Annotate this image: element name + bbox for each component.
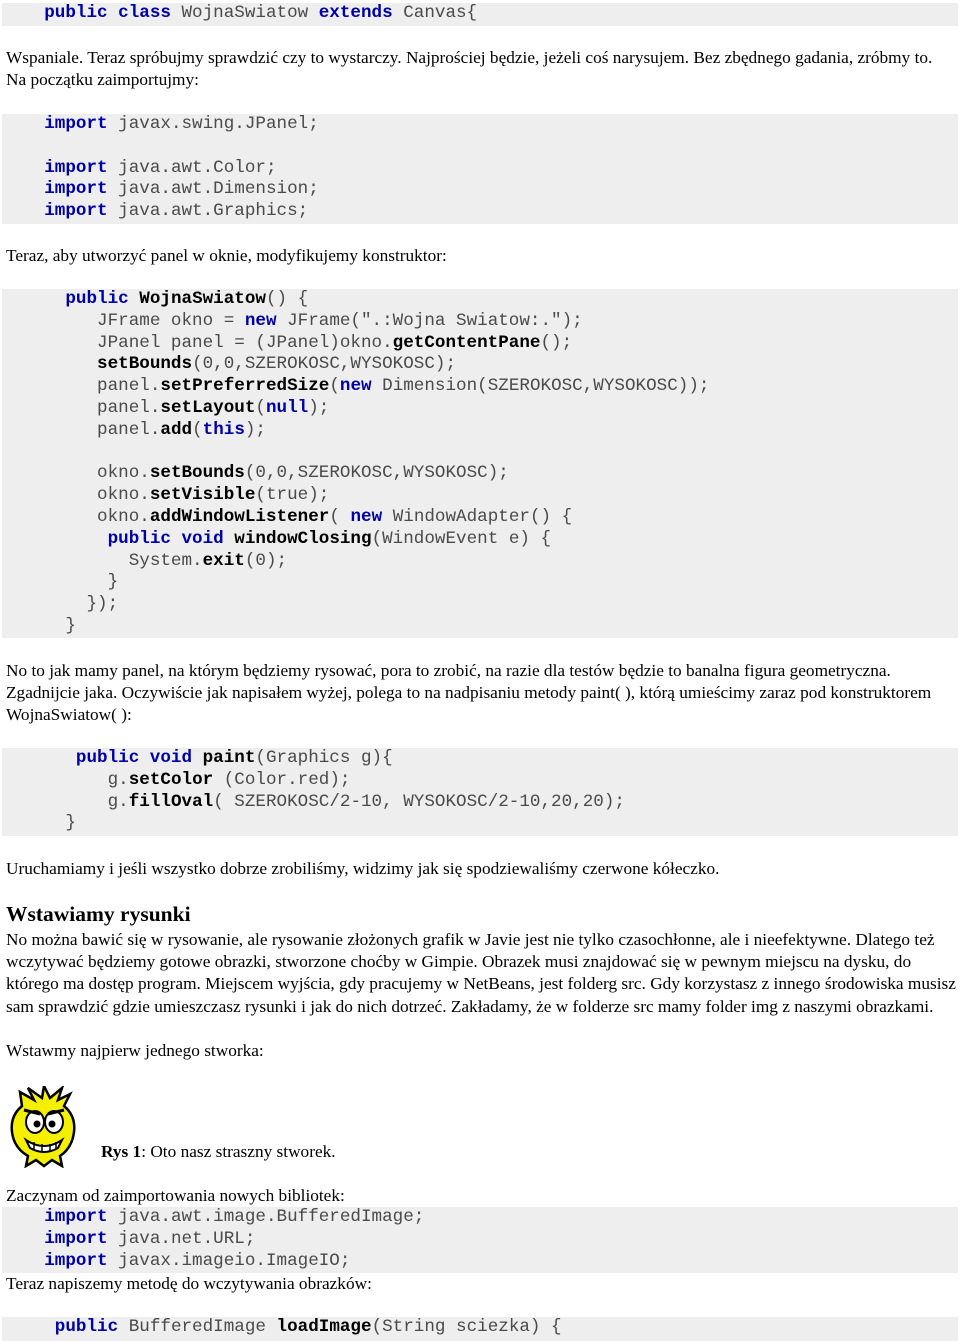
code-line [2, 485, 958, 507]
code-line [2, 398, 958, 420]
figure-caption [101, 1142, 336, 1162]
code-keyword: null [265, 397, 309, 418]
code-block-imports [2, 114, 958, 224]
code-text: ( [255, 397, 266, 418]
code-method: setVisible [149, 485, 256, 506]
code-keyword: import [44, 1250, 108, 1271]
code-text: (); [540, 332, 573, 353]
code-line [2, 289, 958, 311]
code-text: javax.imageio.ImageIO; [107, 1250, 351, 1271]
code-line [2, 463, 958, 485]
code-text: (0); [244, 550, 288, 571]
code-keyword: public [65, 289, 129, 309]
code-method: windowClosing [234, 528, 372, 549]
code-method: setColor [128, 769, 214, 790]
code-text: java.awt.Graphics; [107, 201, 309, 222]
code-keyword: public void [107, 528, 224, 549]
code-text [224, 529, 235, 549]
code-method: loadImage [276, 1317, 372, 1337]
code-line [2, 179, 958, 201]
code-text: }); [86, 594, 119, 615]
code-line [2, 311, 958, 333]
code-text: JFrame okno = [97, 310, 245, 331]
code-method: addWindowListener [149, 506, 330, 527]
code-method: paint [202, 748, 256, 768]
code-keyword: import [44, 1207, 108, 1227]
code-line [2, 594, 958, 616]
code-block-constructor [2, 289, 958, 638]
figure-caption-label: Rys 1 [101, 1142, 142, 1161]
code-text: panel. [97, 376, 161, 397]
code-text: () { [265, 289, 309, 309]
code-text: java.net.URL; [107, 1228, 256, 1249]
code-text: ); [308, 397, 330, 418]
code-method: WojnaSwiatow [139, 289, 266, 309]
code-method: getContentPane [392, 332, 541, 353]
figure-caption-text: : Oto nasz straszny stworek. [141, 1142, 336, 1161]
monster-sprite-image [6, 1086, 82, 1168]
code-text: } [65, 615, 76, 636]
paragraph-first-monster: Wstawmy najpierw jednego stworka: [6, 1041, 264, 1060]
code-keyword: import [44, 1228, 108, 1249]
code-text: okno. [97, 506, 150, 527]
code-keyword: import [44, 157, 108, 178]
section-heading: Wstawiamy rysunki [6, 902, 191, 926]
code-line [2, 333, 958, 355]
code-method: setBounds [97, 354, 193, 375]
code-text [192, 748, 203, 768]
code-text: okno. [97, 463, 150, 484]
paragraph-intro: Wspaniale. Teraz spróbujmy sprawdzić czy to wystarczy. Najprościej będzie, jeżeli coś narysujem. Bez zbędnego gadania, zróbmy to. Na początku zaimportujmy: [6, 48, 933, 90]
code-line [2, 158, 958, 180]
code-text [129, 289, 140, 309]
code-text: (Graphics g){ [255, 748, 393, 768]
code-text: } [65, 813, 76, 834]
code-keyword: import [44, 114, 108, 134]
code-keyword: public [54, 1317, 119, 1337]
code-line [2, 529, 958, 551]
code-line [2, 136, 958, 158]
code-line [2, 442, 958, 464]
code-line [2, 770, 958, 792]
code-text: System. [128, 550, 203, 571]
code-text: panel. [97, 419, 161, 440]
code-line [2, 507, 958, 529]
code-line [2, 616, 958, 638]
code-text: javax.swing.JPanel; [107, 114, 319, 134]
code-text: g. [107, 791, 129, 812]
code-text: ( [329, 376, 340, 397]
code-text: (true); [255, 485, 330, 506]
code-text: ( [192, 419, 203, 440]
code-text: JFrame(".:Wojna Swiatow:."); [276, 310, 583, 331]
code-text: BufferedImage [118, 1317, 277, 1337]
code-line [2, 748, 958, 770]
code-line [2, 201, 958, 223]
code-keyword: new [244, 310, 277, 331]
code-text: g. [107, 769, 129, 790]
code-text: Dimension(SZEROKOSC,WYSOKOSC)); [371, 376, 710, 397]
code-block-paint [2, 748, 958, 836]
code-line [2, 551, 958, 573]
paragraph-constructor-intro: Teraz, aby utworzyć panel w oknie, modyfikujemy konstruktor: [6, 246, 447, 265]
code-text: (0,0,SZEROKOSC,WYSOKOSC); [192, 354, 457, 375]
code-text: (String sciezka) { [371, 1317, 562, 1337]
code-text: } [107, 572, 119, 593]
code-keyword: this [202, 419, 245, 440]
paragraph-run-result: Uruchamiamy i jeśli wszystko dobrze zrobiliśmy, widzimy jak się spodziewaliśmy czerwone kółeczko. [6, 859, 720, 878]
paragraph-images: No można bawić się w rysowanie, ale rysowanie złożonych grafik w Javie jest nie tylko czasochłonne, ale i nieefektywne. Dlatego też wczytywać będziemy gotowe obrazki, stworzone choćby w Gimpie. Obrazek musi znajdować się w pewnym miejscu na dysku, do którego ma dostęp program. Miejscem wyjścia, gdy pracujemy w NetBeans, jest folderg src. Gdy korzystasz z innego środowiska musisz sam sprawdzić gdzie umieszczasz rysunki i jak do nich dotrzeć. Zakładamy, że w folderze src mamy folder img z naszymi obrazkami. [6, 930, 956, 1016]
code-line [2, 376, 958, 398]
code-keyword: import [44, 201, 108, 222]
code-keyword: new [339, 376, 372, 397]
code-text: (Color.red); [213, 769, 351, 790]
code-method: setLayout [160, 397, 256, 418]
code-text: WojnaSwiatow [170, 3, 319, 23]
paragraph-paint-intro: No to jak mamy panel, na którym będziemy rysować, pora to zrobić, na razie dla testów będzie to banalna figura geometryczna. Zgadnijcie jaka. Oczywiście jak napisałem wyżej, polega to na nadpisaniu metody paint( ), którą umieścimy zaraz pod konstruktorem WojnaSwiatow( ): [6, 661, 932, 725]
code-method: setBounds [149, 463, 245, 484]
code-block-load-image [2, 1317, 958, 1341]
code-line [2, 3, 958, 25]
code-text: (WindowEvent e) { [371, 528, 552, 549]
paragraph-new-imports: Zaczynam od zaimportowania nowych bibliotek: [6, 1186, 345, 1205]
code-line [2, 813, 958, 835]
code-line [2, 572, 958, 594]
code-text: java.awt.Dimension; [107, 179, 319, 200]
code-line [2, 792, 958, 814]
code-method: add [160, 419, 193, 440]
code-block-image-imports [2, 1207, 958, 1273]
code-text: (0,0,SZEROKOSC,WYSOKOSC); [244, 463, 509, 484]
code-text: Canvas{ [392, 3, 478, 23]
code-method: fillOval [128, 791, 214, 812]
code-method: exit [202, 550, 245, 571]
code-line [2, 1229, 958, 1251]
code-line [2, 1317, 958, 1339]
code-keyword: new [350, 506, 383, 527]
code-text: WindowAdapter() { [382, 506, 573, 527]
code-line [2, 1207, 958, 1229]
code-block-class-decl [2, 3, 958, 26]
code-text: ( SZEROKOSC/2-10, WYSOKOSC/2-10,20,20); [213, 791, 625, 812]
code-keyword: extends [318, 3, 393, 23]
code-line [2, 1251, 958, 1273]
code-keyword: public class [44, 3, 171, 23]
code-text: ); [244, 419, 266, 440]
paragraph-load-method: Teraz napiszemy metodę do wczytywania obrazków: [6, 1274, 372, 1293]
code-text: okno. [97, 485, 150, 506]
code-line [2, 420, 958, 442]
code-line [2, 114, 958, 136]
code-keyword: public void [75, 748, 193, 768]
code-text: panel. [97, 397, 161, 418]
code-keyword: import [44, 179, 108, 200]
code-text: JPanel panel = (JPanel)okno. [97, 332, 393, 353]
code-line [2, 354, 958, 376]
code-text: java.awt.image.BufferedImage; [107, 1207, 425, 1227]
code-method: setPreferredSize [160, 376, 330, 397]
code-text: ( [329, 506, 351, 527]
code-text: java.awt.Color; [107, 157, 277, 178]
